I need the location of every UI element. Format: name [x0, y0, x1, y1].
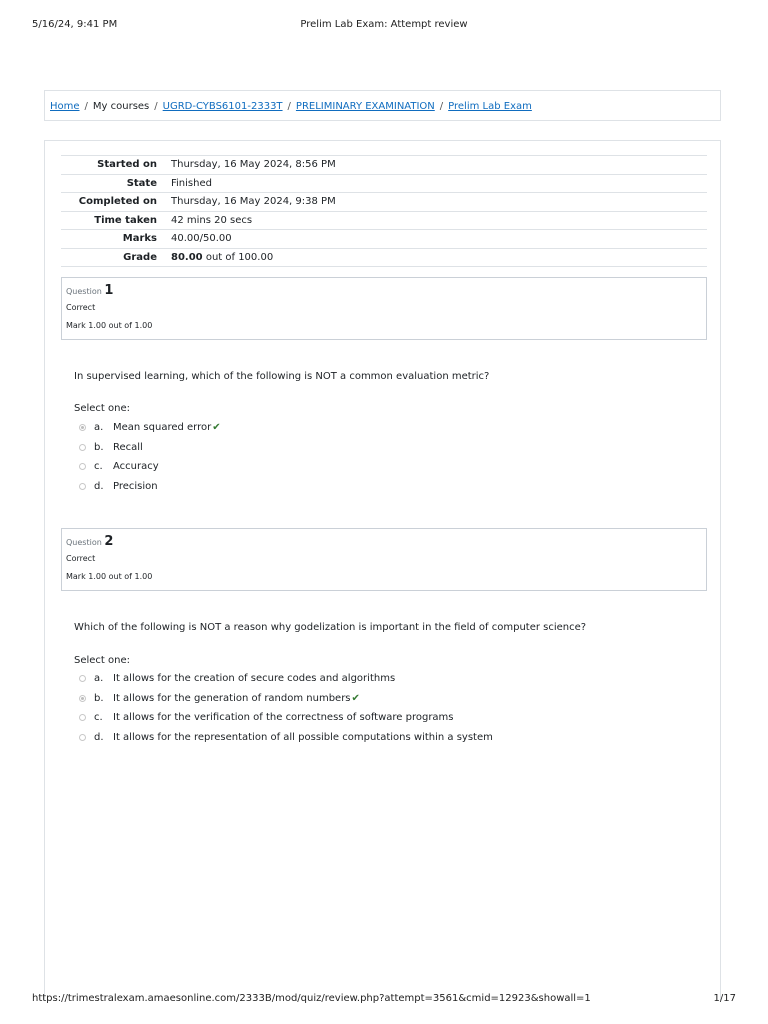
print-header — [0, 19, 768, 33]
answer-option[interactable] — [79, 418, 221, 438]
breadcrumb-separator: / — [84, 101, 88, 112]
print-datetime: 5/16/24, 9:41 PM — [32, 19, 118, 30]
question-2-prompt: Select one: — [74, 655, 131, 666]
question-number — [66, 283, 702, 299]
summary-row — [61, 193, 707, 212]
grade-out-of: out of 100.00 — [202, 251, 274, 263]
answer-text: Accuracy — [113, 461, 159, 473]
summary-label: Time taken — [61, 211, 167, 230]
answer-text: It allows for the verification of the correctness of software programs — [113, 712, 454, 724]
question-2-text: Which of the following is NOT a reason why godelization is important in the field of computer science? — [74, 622, 587, 633]
summary-row — [61, 156, 707, 175]
breadcrumb-home-link[interactable]: Home — [50, 101, 80, 112]
question-number-value: 2 — [104, 534, 114, 549]
breadcrumb-quiz-link[interactable]: Prelim Lab Exam — [448, 101, 532, 112]
answer-text: It allows for the creation of secure codes and algorithms — [113, 673, 396, 685]
answer-text: Precision — [113, 480, 158, 492]
radio-selected-dot — [81, 426, 84, 429]
breadcrumb-section-link[interactable]: PRELIMINARY EXAMINATION — [295, 101, 435, 112]
answer-text: It allows for the representation of all possible computations within a system — [113, 731, 493, 743]
breadcrumb-my-courses: My courses — [92, 101, 150, 112]
question-2-answers — [79, 669, 493, 747]
summary-label: Grade — [61, 248, 167, 267]
answer-letter: a. — [94, 422, 104, 434]
summary-value: 42 mins 20 secs — [167, 211, 707, 230]
breadcrumb-separator: / — [154, 101, 158, 112]
summary-value — [167, 248, 707, 267]
answer-letter: b. — [94, 692, 104, 704]
summary-label: Started on — [61, 156, 167, 175]
answer-text: It allows for the generation of random numbers — [113, 692, 351, 704]
answer-option[interactable] — [79, 708, 493, 728]
question-1-info — [61, 277, 707, 340]
answer-letter: c. — [94, 461, 103, 473]
summary-value: Thursday, 16 May 2024, 9:38 PM — [167, 193, 707, 212]
question-grade: Mark 1.00 out of 1.00 — [66, 321, 153, 330]
radio-icon[interactable] — [79, 695, 86, 702]
radio-icon[interactable] — [79, 734, 86, 741]
radio-icon[interactable] — [79, 444, 86, 451]
question-word: Question — [66, 538, 102, 547]
summary-row — [61, 230, 707, 249]
answer-letter: c. — [94, 712, 103, 724]
radio-icon[interactable] — [79, 424, 86, 431]
breadcrumb — [44, 90, 721, 121]
question-state: Correct — [66, 303, 96, 312]
question-grade: Mark 1.00 out of 1.00 — [66, 572, 153, 581]
summary-value: 40.00/50.00 — [167, 230, 707, 249]
breadcrumb-separator: / — [439, 101, 444, 112]
answer-option[interactable] — [79, 477, 221, 497]
summary-label: State — [61, 174, 167, 193]
answer-option[interactable] — [79, 669, 493, 689]
print-title: Prelim Lab Exam: Attempt review — [300, 19, 468, 30]
question-state: Correct — [66, 554, 96, 563]
grade-value: 80.00 — [171, 251, 203, 263]
question-1-answers — [79, 418, 221, 496]
radio-icon[interactable] — [79, 463, 86, 470]
radio-icon[interactable] — [79, 483, 86, 490]
check-icon: ✔ — [212, 422, 221, 434]
answer-option[interactable] — [79, 689, 493, 709]
answer-option[interactable] — [79, 457, 221, 477]
question-1-prompt: Select one: — [74, 403, 131, 414]
summary-row — [61, 211, 707, 230]
question-2-info — [61, 528, 707, 591]
radio-icon[interactable] — [79, 714, 86, 721]
question-word: Question — [66, 287, 102, 296]
answer-letter: b. — [94, 441, 104, 453]
check-icon: ✔ — [351, 692, 360, 704]
answer-text: Mean squared error — [113, 422, 212, 434]
attempt-summary-table — [61, 155, 707, 267]
summary-label: Completed on — [61, 193, 167, 212]
question-number-value: 1 — [104, 283, 114, 298]
summary-row — [61, 174, 707, 193]
answer-letter: d. — [94, 731, 104, 743]
question-number — [66, 534, 702, 550]
question-1-text: In supervised learning, which of the following is NOT a common evaluation metric? — [74, 371, 490, 382]
summary-label: Marks — [61, 230, 167, 249]
breadcrumb-separator: / — [287, 101, 291, 112]
summary-row — [61, 248, 707, 267]
breadcrumb-course-link[interactable]: UGRD-CYBS6101-2333T — [162, 101, 283, 112]
print-url: https://trimestralexam.amaesonline.com/2333B/mod/quiz/review.php?attempt=3561&cmid=12923&showall=1 — [32, 993, 591, 1004]
answer-letter: a. — [94, 673, 104, 685]
radio-icon[interactable] — [79, 675, 86, 682]
answer-option[interactable] — [79, 728, 493, 748]
summary-value: Thursday, 16 May 2024, 8:56 PM — [167, 156, 707, 175]
answer-option[interactable] — [79, 438, 221, 458]
print-page-number: 1/17 — [713, 993, 736, 1004]
answer-text: Recall — [113, 441, 143, 453]
answer-letter: d. — [94, 480, 104, 492]
summary-value: Finished — [167, 174, 707, 193]
radio-selected-dot — [81, 697, 84, 700]
